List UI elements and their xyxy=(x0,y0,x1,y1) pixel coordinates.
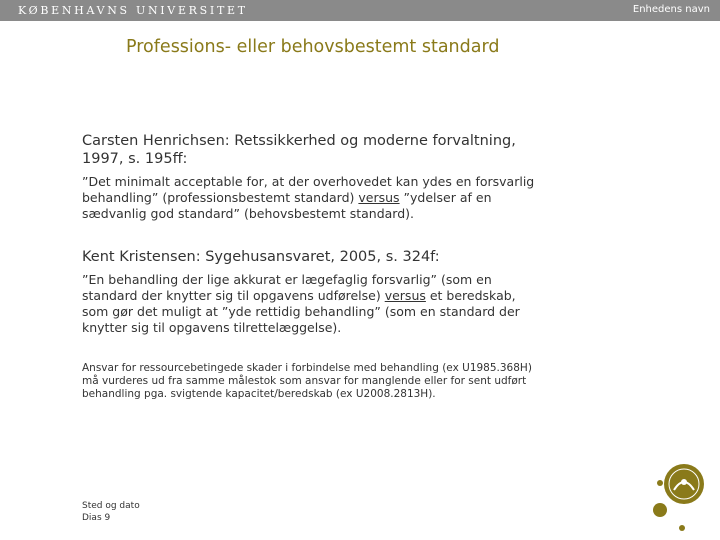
header-bar xyxy=(0,0,720,21)
quote-line: sædvanlig god standard” (behovsbestemt standard). xyxy=(82,206,414,221)
section-heading: Kent Kristensen: Sygehusansvaret, 2005, s. 324f: xyxy=(82,249,440,265)
quote-line xyxy=(82,190,534,206)
section-heading xyxy=(82,132,534,168)
quote-fragment: standard der knytter sig til opgavens udførelse) xyxy=(82,288,385,303)
slide-number: Dias 9 xyxy=(82,513,111,523)
note-line: Ansvar for ressourcebetingede skader i forbindelse med behandling (ex U1985.368H) xyxy=(82,362,532,374)
quote-fragment: ”ydelser af en xyxy=(399,190,492,205)
dot-icon xyxy=(653,503,667,517)
quote-line: som gør det muligt at ”yde rettidig behandling” (som en standard der xyxy=(82,304,520,319)
versus-underlined: versus xyxy=(358,190,400,205)
unit-name: Enhedens navn xyxy=(632,4,710,15)
quote-text xyxy=(82,174,534,222)
section-henrichsen xyxy=(82,132,534,222)
slide-title: Professions- eller behovsbestemt standard xyxy=(126,37,500,57)
footer xyxy=(82,500,140,524)
heading-line: Carsten Henrichsen: Retssikkerhed og moderne forvaltning, xyxy=(82,133,516,149)
place-date: Sted og dato xyxy=(82,501,140,511)
section-kristensen xyxy=(82,248,520,336)
quote-fragment: behandling” (professionsbestemt standard) xyxy=(82,190,359,205)
dot-icon xyxy=(657,480,663,486)
university-name: KØBENHAVNS UNIVERSITET xyxy=(18,4,248,17)
dot-icon xyxy=(679,525,685,531)
note-line: må vurderes ud fra samme målestok som ansvar for manglende eller for sent udført xyxy=(82,375,527,387)
quote-text xyxy=(82,272,520,336)
quote-line: ”Det minimalt acceptable for, at der overhovedet kan ydes en forsvarlig xyxy=(82,174,535,189)
quote-line: knytter sig til opgavens tilrettelæggelse). xyxy=(82,320,342,335)
note-text xyxy=(82,362,532,401)
quote-fragment: et beredskab, xyxy=(425,288,516,303)
quote-line: ”En behandling der lige akkurat er lægefaglig forsvarlig” (som en xyxy=(82,272,492,287)
note-line: behandling pga. svigtende kapacitet/beredskab (ex U2008.2813H). xyxy=(82,388,436,400)
university-seal-logo xyxy=(652,460,712,538)
heading-line: 1997, s. 195ff: xyxy=(82,151,188,167)
versus-underlined: versus xyxy=(384,288,426,303)
quote-line xyxy=(82,288,520,304)
